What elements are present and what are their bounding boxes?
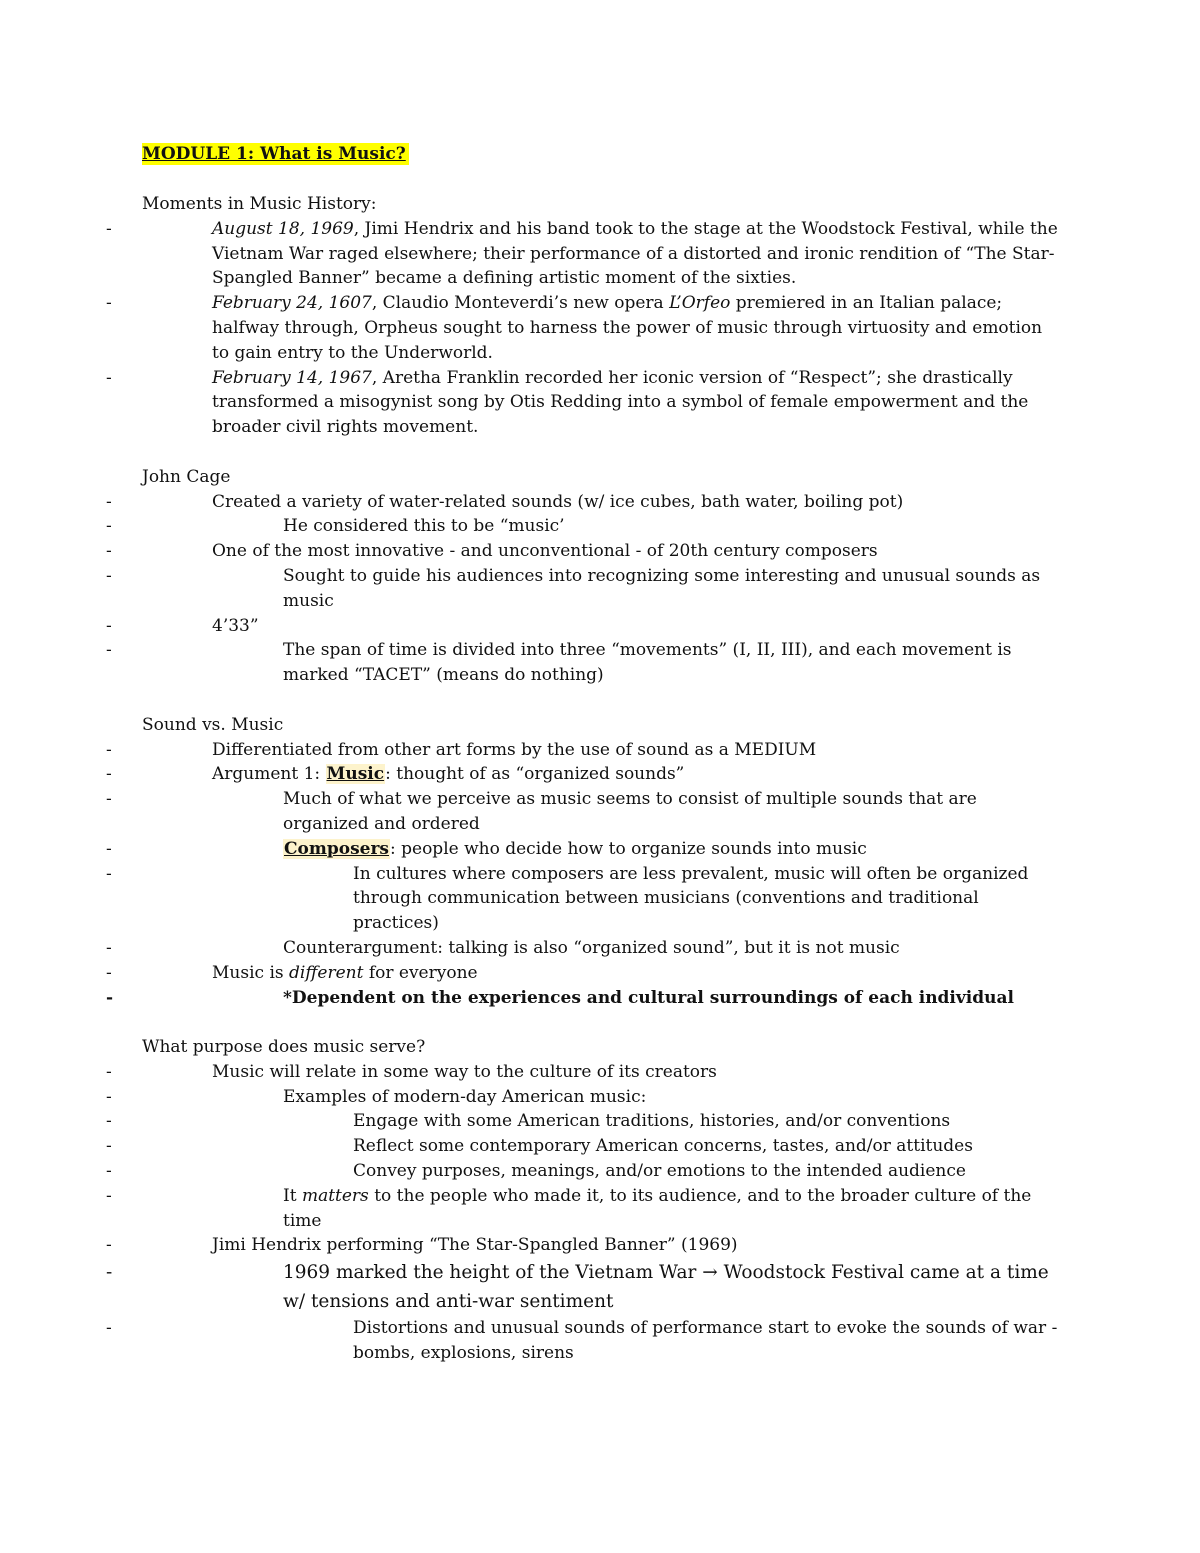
section-heading-sound: Sound vs. Music — [142, 714, 284, 735]
item-text: : people who decide how to organize sounds into music — [390, 838, 867, 859]
list-item: - 4’33” — [142, 614, 1062, 639]
list-item: - Sought to guide his audiences into recognizing some interesting and unusual sounds as music — [142, 564, 1062, 614]
list-item — [142, 291, 1062, 365]
list-item: - Jimi Hendrix performing “The Star-Spangled Banner” (1969) — [142, 1233, 1062, 1258]
list-item: - Reflect some contemporary American concerns, tastes, and/or attitudes — [142, 1134, 1062, 1159]
opera-title: L’Orfeo — [669, 293, 731, 314]
list-item — [142, 961, 1062, 986]
list-item: - In cultures where composers are less prevalent, music will often be organized through communication between musicians (conventions and traditional practices) — [142, 862, 1062, 936]
document-body — [142, 192, 1062, 1366]
page-title: MODULE 1: What is Music? — [142, 143, 409, 165]
list-item — [142, 366, 1062, 440]
moments-list — [142, 217, 1062, 440]
item-text: to the people who made it, to its audience, and to the broader culture of the time — [283, 1185, 1032, 1231]
item-text: Argument 1: — [212, 764, 326, 785]
list-item — [142, 837, 1062, 862]
emphasis-matters: matters — [301, 1185, 369, 1206]
section-heading-cage: John Cage — [142, 466, 231, 487]
section-heading-purpose: What purpose does music serve? — [142, 1037, 426, 1058]
term-composers: Composers — [284, 838, 389, 859]
item-text: , Claudio Monteverdi’s new opera — [371, 293, 670, 314]
list-item: - The span of time is divided into three “movements” (I, II, III), and each movement is marked “TACET” (means do nothing) — [142, 638, 1062, 688]
section-heading-moments: Moments in Music History: — [142, 194, 377, 214]
term-music: Music — [326, 764, 385, 785]
date-text: February 24, 1607 — [212, 293, 372, 314]
item-text: premiered in an Italian palace; halfway through, Orpheus sought to harness the power of music through virtuosity and emotion to gain entry to the Underworld. — [212, 293, 1043, 363]
sound-list — [142, 738, 1062, 1011]
date-text: August 18, 1969 — [212, 218, 354, 239]
list-item — [142, 762, 1062, 787]
list-item: - Differentiated from other art forms by the use of sound as a MEDIUM — [142, 738, 1062, 763]
item-text: , Aretha Franklin recorded her iconic version of “Respect”; she drastically transformed a misogynist song by Otis Redding into a symbol of female empowerment and the broader civil rights movement. — [212, 367, 1029, 438]
emphasis-different: different — [289, 962, 364, 983]
list-item: - Convey purposes, meanings, and/or emotions to the intended audience — [142, 1159, 1062, 1184]
list-item: - One of the most innovative - and unconventional - of 20th century composers — [142, 539, 1062, 564]
list-item: - Music will relate in some way to the culture of its creators — [142, 1060, 1062, 1085]
item-text: , Jimi Hendrix and his band took to the stage at the Woodstock Festival, while the Vietnam War raged elsewhere; their performance of a distorted and ironic rendition of “The Star-Spangled Banner” became a defining artistic moment of the sixties. — [212, 218, 1058, 289]
list-item — [142, 1184, 1062, 1234]
cage-list — [142, 490, 1062, 688]
item-text: : thought of as “organized sounds” — [385, 764, 685, 785]
item-text: Music is — [212, 962, 290, 983]
list-item — [142, 217, 1062, 291]
list-item: - Much of what we perceive as music seems to consist of multiple sounds that are organized and ordered — [142, 787, 1062, 837]
list-item: - He considered this to be “music’ — [142, 514, 1062, 539]
list-item: - *Dependent on the experiences and cultural surroundings of each individual — [142, 986, 1062, 1011]
list-item: - Created a variety of water-related sounds (w/ ice cubes, bath water, boiling pot) — [142, 490, 1062, 515]
list-item: - Counterargument: talking is also “organized sound”, but it is not music — [142, 936, 1062, 961]
list-item: - 1969 marked the height of the Vietnam War → Woodstock Festival came at a time w/ tensions and anti-war sentiment — [142, 1258, 1062, 1316]
list-item: - Distortions and unusual sounds of performance start to evoke the sounds of war - bombs, explosions, sirens — [142, 1316, 1062, 1366]
item-text: for everyone — [363, 962, 478, 983]
item-text: It — [283, 1185, 302, 1206]
purpose-list — [142, 1060, 1062, 1366]
list-item: - Engage with some American traditions, histories, and/or conventions — [142, 1109, 1062, 1134]
list-item: - Examples of modern-day American music: — [142, 1085, 1062, 1110]
date-text: February 14, 1967 — [212, 367, 372, 388]
